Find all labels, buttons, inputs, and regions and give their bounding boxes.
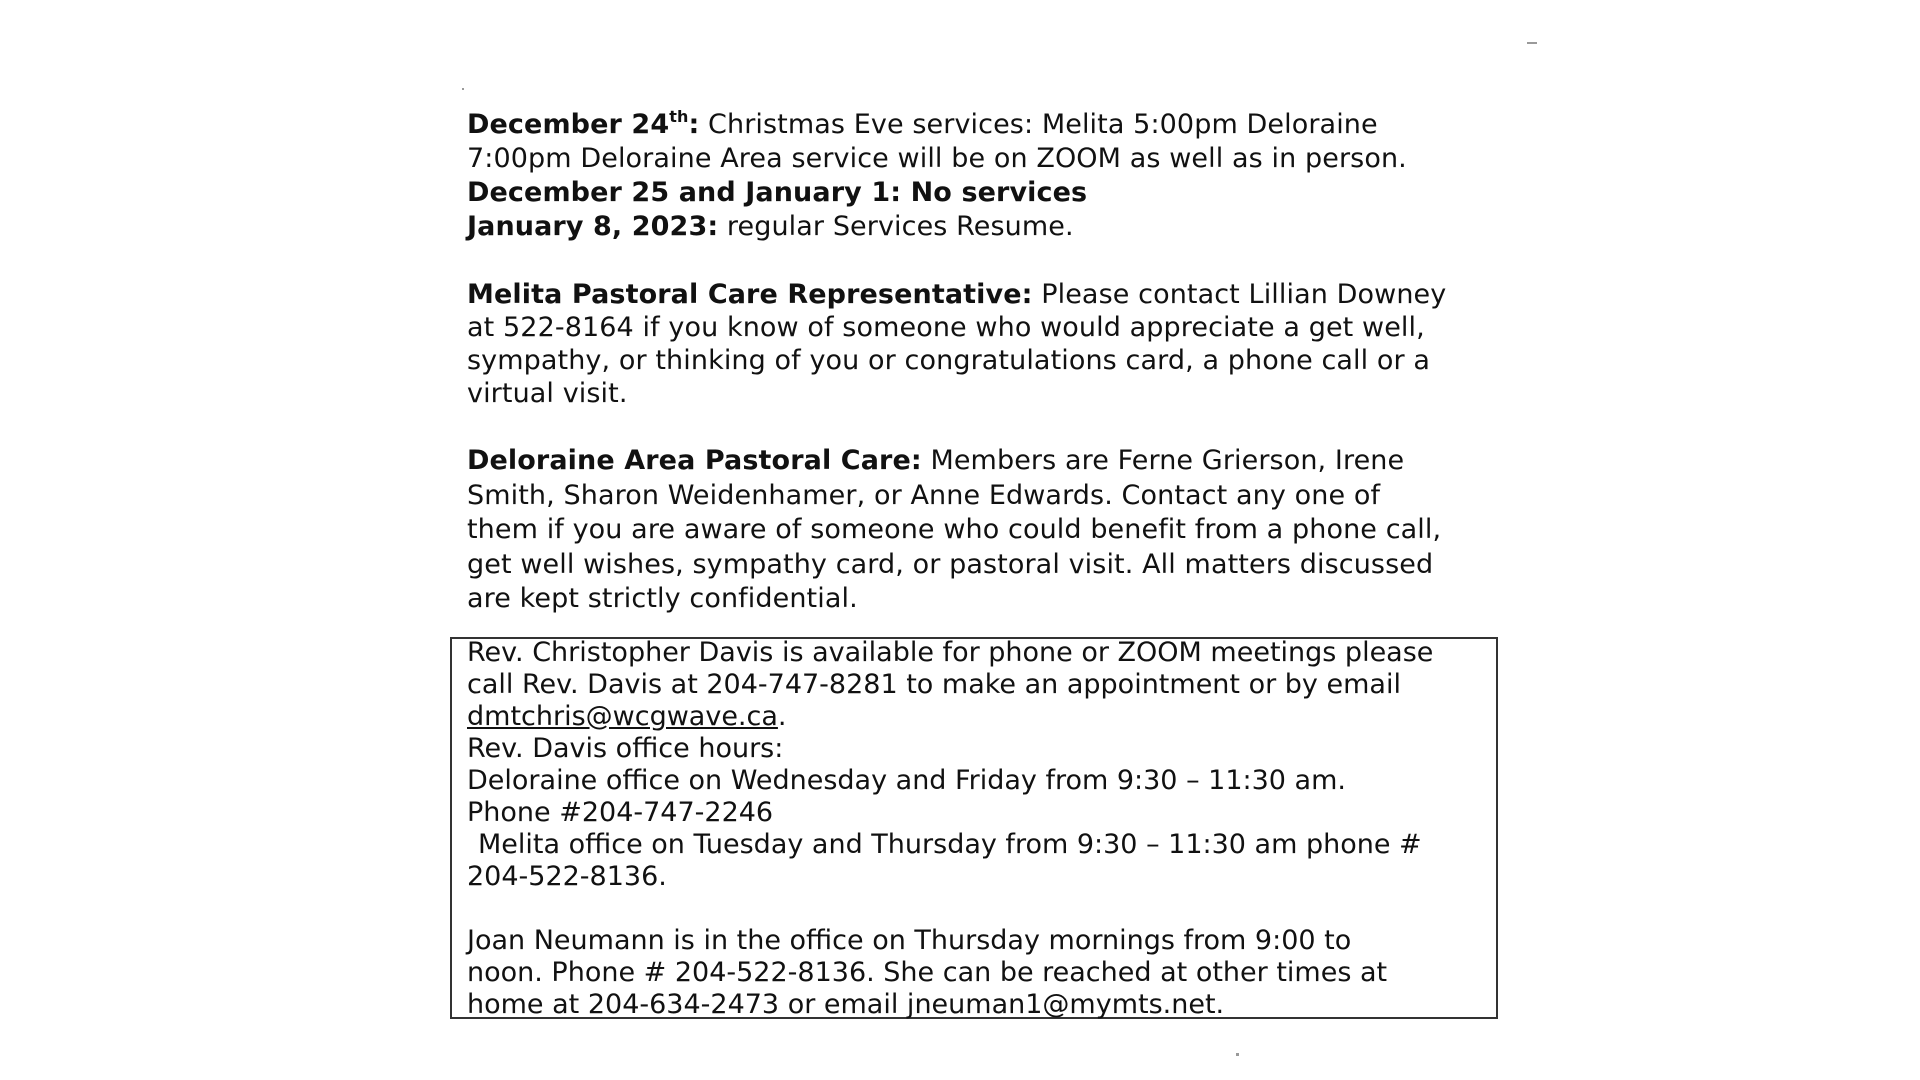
scan-speck bbox=[462, 88, 464, 90]
joan-line-2: noon. Phone # 204-522-8136. She can be reached at other times at bbox=[467, 957, 1388, 988]
melita-pastoral-care: Melita Pastoral Care Representative: Please contact Lillian Downey at 522-8164 if you know of someone who would appreciate a get well, sympathy, or thinking of you or congratulations card, a phone call or a virtual visit. bbox=[467, 279, 1447, 409]
joan-line-3: home at 204-634-2473 or email jneuman1@mymts.net. bbox=[467, 989, 1225, 1020]
contact-info: Rev. Christopher Davis is available for phone or ZOOM meetings please call Rev. Davis at 204-747-8281 to make an appointment or by email dmtchris@wcgwave.ca. Rev. Davis office hours: Deloraine office on Wednesday and Friday from 9:30 – 11:30 am. Phone #204-747-2246 Melita office on Tuesday and Thursday from 9:30 – 11:30 am phone # 204-522-8136. Joan Neumann is in the office on Thursday mornings from 9:00 to noon. Phone # 204-522-8136. She can be reached at other times at home at 204-634-2473 or email jneuman1@mymts.net. bbox=[467, 637, 1507, 1021]
melita-pastoral-label: Melita Pastoral Care Representative: bbox=[467, 279, 1033, 310]
deloraine-office-phone: Phone #204-747-2246 bbox=[467, 797, 774, 828]
melita-office-hours: Melita office on Tuesday and Thursday from 9:30 – 11:30 am phone # bbox=[478, 829, 1422, 860]
spacer bbox=[467, 410, 1512, 444]
christmas-eve-line-2: 7:00pm Deloraine Area service will be on ZOOM as well as in person. bbox=[467, 143, 1407, 174]
dec24-text: Christmas Eve services: Melita 5:00pm Deloraine bbox=[699, 109, 1378, 140]
email-link[interactable]: dmtchris@wcgwave.ca bbox=[467, 701, 778, 732]
joan-line-1: Joan Neumann is in the office on Thursday mornings from 9:00 to bbox=[467, 925, 1352, 956]
spacer bbox=[467, 244, 1512, 278]
no-services-line: December 25 and January 1: No services bbox=[467, 177, 1088, 208]
deloraine-pastoral-label: Deloraine Area Pastoral Care: bbox=[467, 445, 922, 476]
dec24-label: December 24th: bbox=[467, 107, 700, 140]
spacer bbox=[467, 893, 1507, 925]
services-resume-line: January 8, 2023: regular Services Resume. bbox=[467, 211, 1074, 242]
christmas-eve-line bbox=[467, 108, 1512, 142]
scan-speck bbox=[1236, 1053, 1239, 1056]
scan-speck bbox=[1527, 42, 1537, 44]
office-hours-label: Rev. Davis office hours: bbox=[467, 733, 784, 764]
announcements bbox=[467, 108, 1512, 617]
deloraine-office-hours: Deloraine office on Wednesday and Friday from 9:30 – 11:30 am. bbox=[467, 765, 1346, 796]
melita-office-phone: 204-522-8136. bbox=[467, 861, 667, 892]
deloraine-pastoral-care: Deloraine Area Pastoral Care: Members are Ferne Grierson, Irene Smith, Sharon Weidenhamer, or Anne Edwards. Contact any one of them if you are aware of someone who could benefit from a phone call, get well wishes, sympathy card, or pastoral visit. All matters discussed are kept strictly confidential. bbox=[467, 445, 1442, 614]
